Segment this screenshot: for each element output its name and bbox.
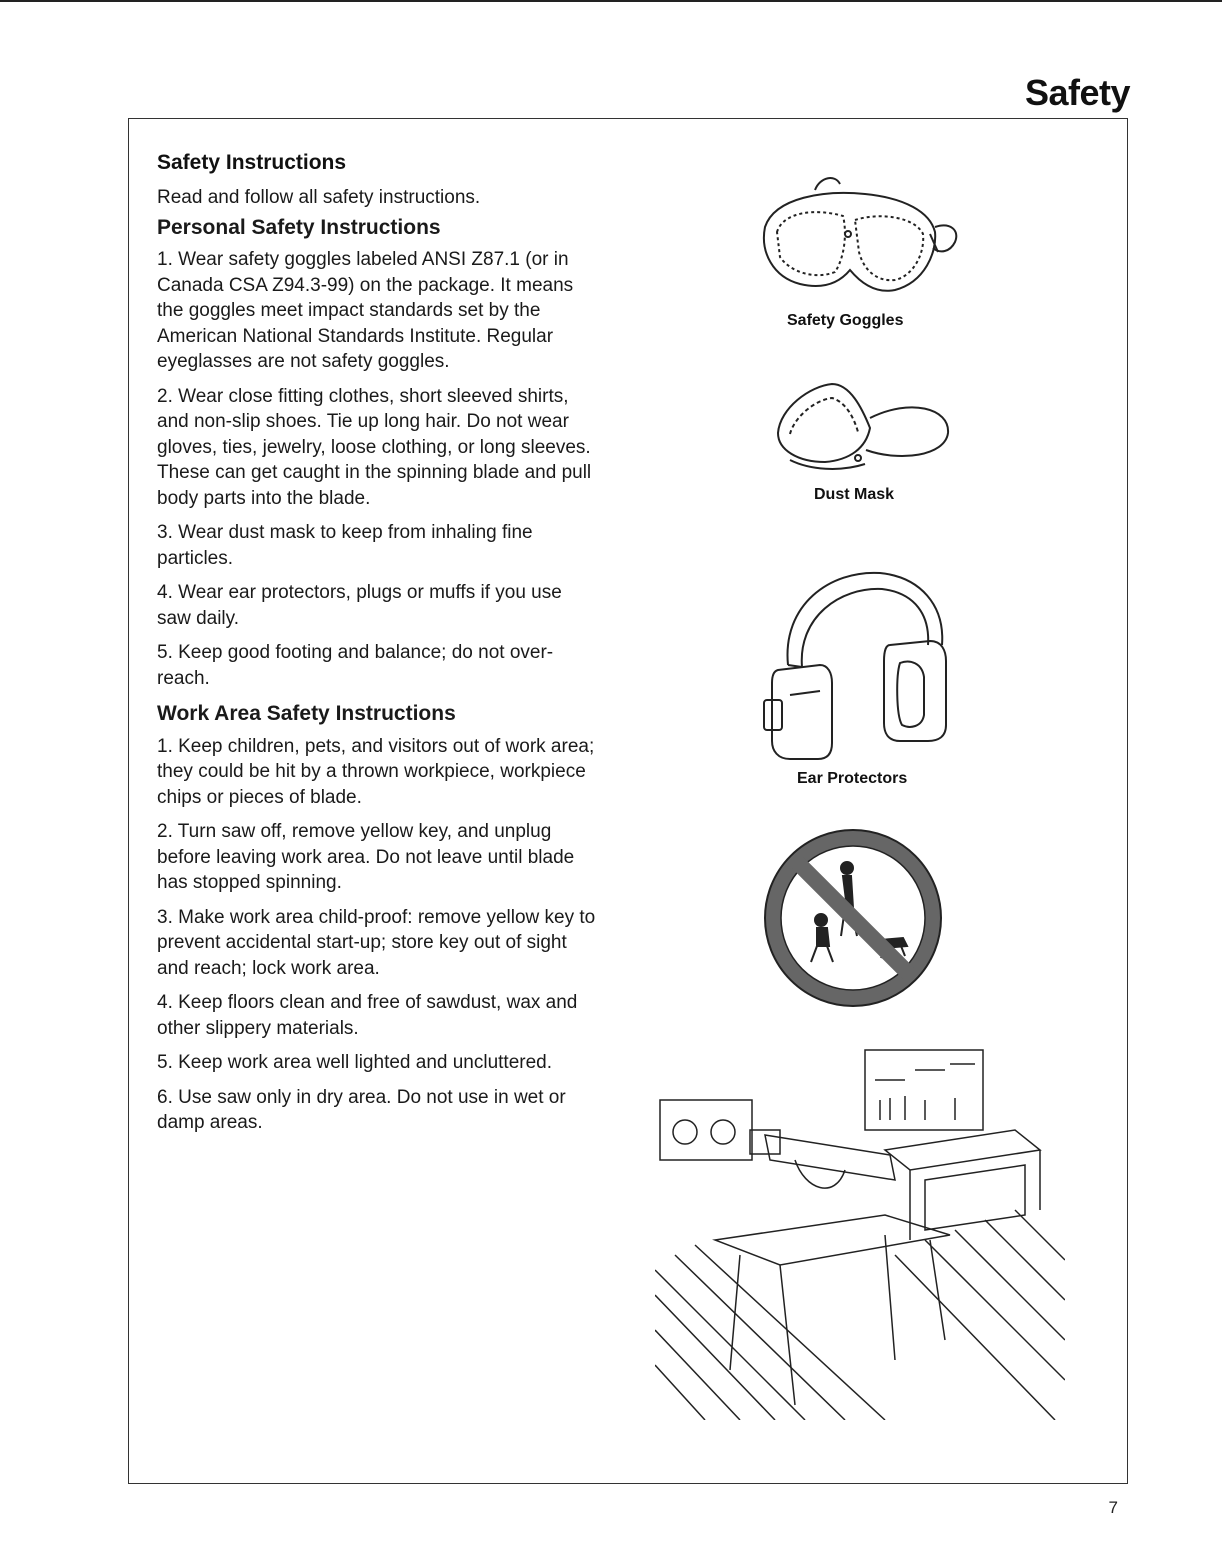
top-rule <box>0 0 1222 2</box>
dust-mask-icon <box>770 378 960 478</box>
dust-mask-caption: Dust Mask <box>814 486 895 503</box>
work-area-heading: Work Area Safety Instructions <box>157 702 456 726</box>
personal-safety-list <box>157 247 597 691</box>
safety-instructions-heading: Safety Instructions <box>157 151 347 174</box>
section-title: Safety <box>1024 72 1130 113</box>
instructions-column <box>157 150 597 1145</box>
no-children-pets-icon <box>763 828 943 1008</box>
workshop-scene-figure <box>655 1040 1065 1420</box>
keep-away-sign-figure <box>763 828 943 1008</box>
personal-item-3: 3. Wear dust mask to keep from inhaling fine particles. <box>157 522 533 569</box>
work-item-6: 6. Use saw only in dry area. Do not use in wet or damp areas. <box>157 1086 566 1134</box>
work-item-4: 4. Keep floors clean and free of sawdust, wax and other slippery materials. <box>157 992 578 1039</box>
personal-item-5: 5. Keep good footing and balance; do not over-reach. <box>157 642 554 689</box>
dust-mask-figure <box>770 378 970 508</box>
page-number: 7 <box>1108 1498 1118 1517</box>
personal-item-2: 2. Wear close fitting clothes, short sleeved shirts, and non-slip shoes. Tie up long hair. Do not wear gloves, ties, jewelry, loose clothing, or long sleeves. These can get caught in the spinning blade and pull body parts into the blade. <box>157 385 592 509</box>
work-item-1: 1. Keep children, pets, and visitors out of work area; they could be hit by a thrown workpiece, workpiece chips or pieces of blade. <box>157 735 595 808</box>
safety-goggles-figure <box>755 172 965 342</box>
workshop-scene-illustration <box>655 1040 1065 1420</box>
ear-protectors-caption: Ear Protectors <box>797 770 908 787</box>
safety-intro: Read and follow all safety instructions. <box>157 187 481 209</box>
personal-item-4: 4. Wear ear protectors, plugs or muffs if you use saw daily. <box>157 582 562 629</box>
personal-safety-heading: Personal Safety Instructions <box>157 216 441 240</box>
safety-goggles-icon <box>755 172 965 307</box>
ear-protectors-figure <box>760 565 960 790</box>
work-area-list <box>157 734 597 1136</box>
safety-goggles-caption: Safety Goggles <box>787 312 904 329</box>
work-item-5: 5. Keep work area well lighted and uncluttered. <box>157 1052 553 1074</box>
work-item-3: 3. Make work area child-proof: remove yellow key to prevent accidental start-up; store key out of sight and reach; lock work area. <box>157 906 596 979</box>
work-item-2: 2. Turn saw off, remove yellow key, and unplug before leaving work area. Do not leave until blade has stopped spinning. <box>157 821 575 894</box>
personal-item-1: 1. Wear safety goggles labeled ANSI Z87.1 (or in Canada CSA Z94.3-99) on the package. It means the goggles meet impact standards set by the American National Standards Institute. Regular eyeglasses are not safety goggles. <box>157 249 574 373</box>
ear-protectors-icon <box>760 565 960 765</box>
